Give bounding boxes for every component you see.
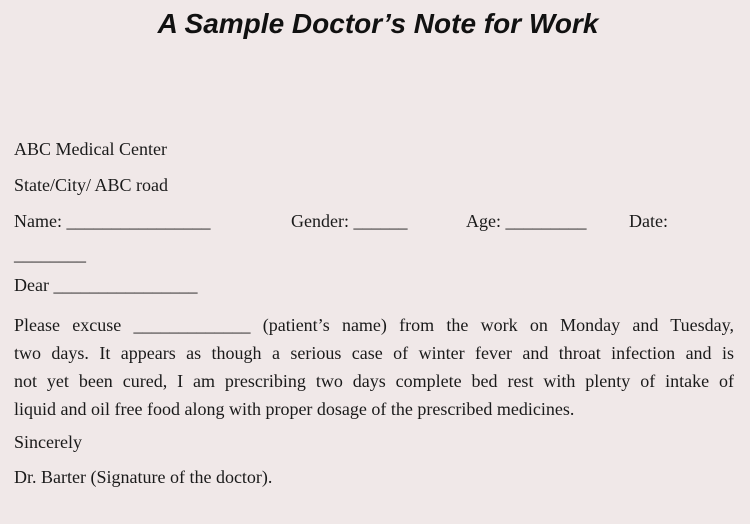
document-title: A Sample Doctor’s Note for Work [157,8,599,39]
medical-center-address: State/City/ ABC road [14,175,169,195]
body-line: not yet been cured, I am prescribing two days complete bed rest with plenty of intake of [14,371,734,391]
body-line: Please excuse _____________ (patient’s name) from the work on Monday and Tuesday, [14,315,734,335]
name-field: Name: ________________ [14,211,211,231]
medical-center-name: ABC Medical Center [14,139,167,159]
date-blank: ________ [14,244,86,264]
closing: Sincerely [14,432,82,452]
salutation: Dear ________________ [14,275,198,295]
body-line: liquid and oil free food along with proper dosage of the prescribed medicines. [14,399,575,419]
date-label: Date: [629,211,668,231]
body-line: two days. It appears as though a serious case of winter fever and throat infection and is [14,343,734,363]
age-field: Age: _________ [466,211,587,231]
signature: Dr. Barter (Signature of the doctor). [14,467,273,487]
gender-field: Gender: ______ [291,211,408,231]
note-body [14,311,734,423]
